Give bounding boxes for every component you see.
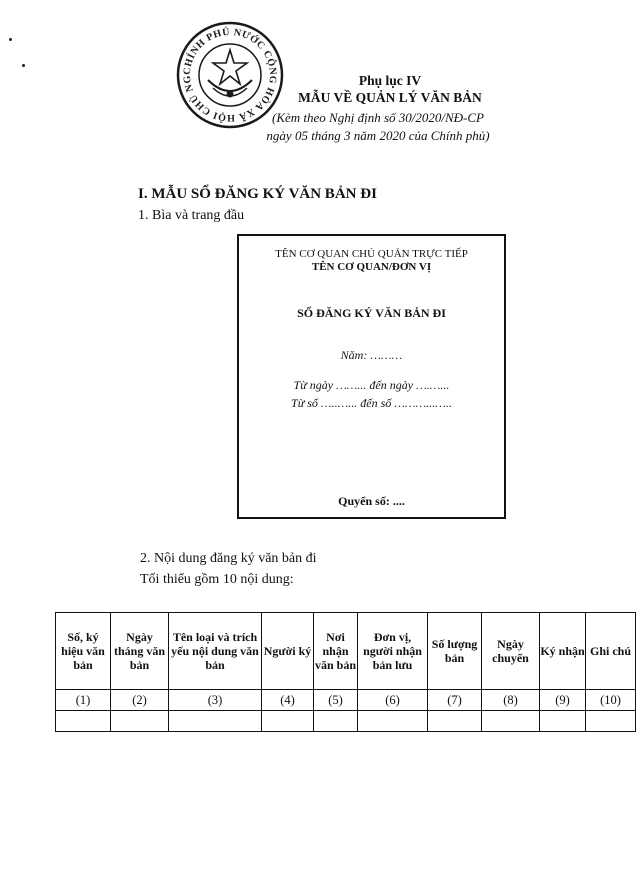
section-heading: I. MẪU SỔ ĐĂNG KÝ VĂN BẢN ĐI <box>138 186 377 202</box>
scan-speck <box>22 64 25 67</box>
content-label: 2. Nội dung đăng ký văn bản đi <box>140 551 317 566</box>
column-number: (5) <box>314 690 358 711</box>
appendix-note-line-1: (Kèm theo Nghị định số 30/2020/NĐ-CP <box>272 110 484 125</box>
svg-text:CHÍNH PHỦ NƯỚC CỘNG HÒA XÃ HỘI: CHÍNH PHỦ NƯỚC CỘNG HÒA XÃ HỘI CHỦ NG <box>181 26 279 124</box>
cover-page-box <box>237 234 506 519</box>
header-cell: Số, ký hiệu văn bản <box>56 613 111 690</box>
column-number: (8) <box>482 690 540 711</box>
header-cell: Đơn vị, người nhận bản lưu <box>358 613 428 690</box>
header-cell: Nơi nhận văn bản <box>314 613 358 690</box>
header-cell: Người ký <box>262 613 314 690</box>
cover-volume: Quyển số: .... <box>338 494 405 508</box>
appendix-subtitle: MẪU VỀ QUẢN LÝ VĂN BẢN <box>298 90 482 105</box>
content-minimum: Tối thiểu gồm 10 nội dung: <box>140 572 294 587</box>
blank-cell <box>111 711 169 732</box>
header-cell: Ghi chú <box>586 613 636 690</box>
column-number: (6) <box>358 690 428 711</box>
cover-agency-parent: TÊN CƠ QUAN CHỦ QUẢN TRỰC TIẾP <box>275 248 468 260</box>
blank-cell <box>314 711 358 732</box>
blank-cell <box>56 711 111 732</box>
header-cell: Ký nhận <box>540 613 586 690</box>
number-row <box>56 690 636 711</box>
blank-cell <box>169 711 262 732</box>
cover-label: 1. Bìa và trang đầu <box>138 208 245 223</box>
blank-cell <box>358 711 428 732</box>
blank-cell <box>586 711 636 732</box>
cover-number-range: Từ số …..…... đến số ………...….. <box>291 396 452 410</box>
register-table <box>55 612 636 732</box>
column-number: (3) <box>169 690 262 711</box>
header-cell: Ngày chuyển <box>482 613 540 690</box>
header-cell: Tên loại và trích yếu nội dung văn bản <box>169 613 262 690</box>
scan-speck <box>9 38 12 41</box>
cover-date-range: Từ ngày ……... đến ngày ….…... <box>293 378 450 392</box>
blank-row <box>56 711 636 732</box>
header-cell: Số lượng bản <box>428 613 482 690</box>
column-number: (10) <box>586 690 636 711</box>
blank-cell <box>262 711 314 732</box>
cover-agency: TÊN CƠ QUAN/ĐƠN VỊ <box>311 261 432 273</box>
appendix-title: Phụ lục IV <box>358 73 422 88</box>
appendix-note-line-2: ngày 05 tháng 3 năm 2020 của Chính phủ) <box>266 128 490 143</box>
blank-cell <box>482 711 540 732</box>
column-number: (1) <box>56 690 111 711</box>
column-number: (7) <box>428 690 482 711</box>
column-number: (9) <box>540 690 586 711</box>
column-number: (4) <box>262 690 314 711</box>
cover-title: SỔ ĐĂNG KÝ VĂN BẢN ĐI <box>297 306 446 320</box>
blank-cell <box>428 711 482 732</box>
header-cell: Ngày tháng văn bản <box>111 613 169 690</box>
blank-cell <box>540 711 586 732</box>
header-row <box>56 613 636 690</box>
cover-year: Năm: ……… <box>340 348 403 362</box>
column-number: (2) <box>111 690 169 711</box>
